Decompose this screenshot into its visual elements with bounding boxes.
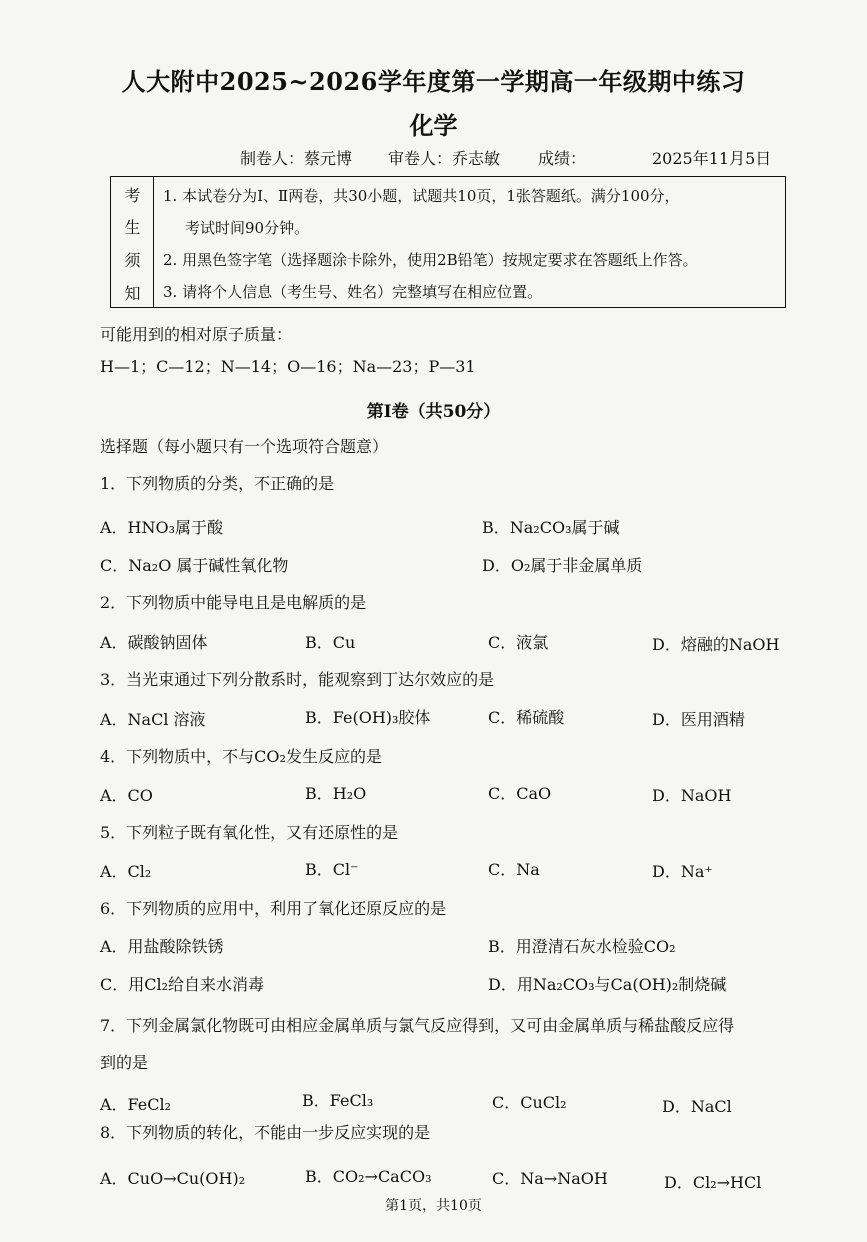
question-stem: 3．当光束通过下列分散系时，能观察到丁达尔效应的是 xyxy=(100,670,495,689)
author: 制卷人：蔡元博 xyxy=(240,149,353,168)
reviewer: 审卷人：乔志敏 xyxy=(388,149,501,168)
option-d: D．Cl₂→HCl xyxy=(664,1173,762,1192)
notice-item-1-cont: 考试时间90分钟。 xyxy=(185,219,310,237)
option-b: B．Na₂CO₃属于碱 xyxy=(482,518,620,537)
question-stem: 6．下列物质的应用中，利用了氧化还原反应的是 xyxy=(100,899,447,918)
question-stem: 8．下列物质的转化，不能由一步反应实现的是 xyxy=(100,1123,431,1142)
option-a: A．碳酸钠固体 xyxy=(100,633,208,652)
notice-item-1: 1. 本试卷分为Ⅰ、Ⅱ两卷，共30小题，试题共10页，1张答题纸。满分100分， xyxy=(163,187,680,205)
notice-item-2: 2. 用黑色签字笔（选择题涂卡除外，使用2B铅笔）按规定要求在答题纸上作答。 xyxy=(163,251,698,269)
question-stem: 7．下列金属氯化物既可由相应金属单质与氯气反应得到，又可由金属单质与稀盐酸反应得 xyxy=(100,1016,735,1035)
option-a: A．NaCl 溶液 xyxy=(100,710,206,729)
option-a: A．CuO→Cu(OH)₂ xyxy=(100,1169,246,1188)
question-stem: 5．下列粒子既有氧化性，又有还原性的是 xyxy=(100,823,399,842)
option-c: C．Na→NaOH xyxy=(492,1169,608,1188)
option-d: D．O₂属于非金属单质 xyxy=(482,556,643,575)
option-c: C．CaO xyxy=(488,784,552,803)
question-stem: 1．下列物质的分类，不正确的是 xyxy=(100,474,335,493)
option-d: D．NaCl xyxy=(662,1097,732,1116)
notice-box xyxy=(110,176,786,308)
option-b: B．CO₂→CaCO₃ xyxy=(305,1167,432,1186)
atomic-mass-label: 可能用到的相对原子质量： xyxy=(100,325,293,344)
option-d: D．用Na₂CO₃与Ca(OH)₂制烧碱 xyxy=(488,975,727,994)
option-d: D．Na⁺ xyxy=(652,862,713,881)
option-b: B．Fe(OH)₃胶体 xyxy=(305,708,431,727)
option-b: B．用澄清石灰水检验CO₂ xyxy=(488,937,676,956)
option-a: A．用盐酸除铁锈 xyxy=(100,937,224,956)
section-title: 第Ⅰ卷（共50分） xyxy=(366,402,501,422)
exam-subject: 化学 xyxy=(409,111,458,140)
option-c: C．稀硫酸 xyxy=(488,708,565,727)
option-b: B．H₂O xyxy=(305,784,367,803)
option-d: D．医用酒精 xyxy=(652,710,745,729)
option-a: A．FeCl₂ xyxy=(100,1095,172,1114)
option-c: C．用Cl₂给自来水消毒 xyxy=(100,975,265,994)
option-c: C．液氯 xyxy=(488,633,549,652)
option-c: C．Na₂O 属于碱性氧化物 xyxy=(100,556,289,575)
question-stem: 2．下列物质中能导电且是电解质的是 xyxy=(100,593,367,612)
option-a: A．HNO₃属于酸 xyxy=(100,518,224,537)
option-d: D．NaOH xyxy=(652,786,732,805)
exam-date: 2025年11月5日 xyxy=(652,149,772,168)
option-a: A．CO xyxy=(100,786,153,805)
question-stem: 4．下列物质中，不与CO₂发生反应的是 xyxy=(100,747,382,766)
option-b: B．Cu xyxy=(305,633,356,652)
section-instruction: 选择题（每小题只有一个选项符合题意） xyxy=(100,437,389,456)
question-stem-cont: 到的是 xyxy=(100,1053,149,1072)
exam-title: 人大附中2025~2026学年度第一学期高一年级期中练习 xyxy=(121,67,746,96)
score-label: 成绩： xyxy=(538,149,587,168)
option-c: C．CuCl₂ xyxy=(492,1093,567,1112)
option-a: A．Cl₂ xyxy=(100,862,152,881)
notice-side-char: 知 xyxy=(124,284,141,303)
notice-side-char: 生 xyxy=(124,218,141,237)
notice-side-char: 考 xyxy=(124,186,141,205)
option-c: C．Na xyxy=(488,860,540,879)
notice-side-label xyxy=(111,177,154,307)
page-footer: 第1页，共10页 xyxy=(385,1198,482,1214)
atomic-mass-values: H—1；C—12；N—14；O—16；Na—23；P—31 xyxy=(100,357,476,376)
option-b: B．FeCl₃ xyxy=(302,1091,374,1110)
option-d: D．熔融的NaOH xyxy=(652,635,780,654)
notice-item-3: 3. 请将个人信息（考生号、姓名）完整填写在相应位置。 xyxy=(163,283,543,301)
option-b: B．Cl⁻ xyxy=(305,860,359,879)
notice-side-char: 须 xyxy=(124,251,141,270)
